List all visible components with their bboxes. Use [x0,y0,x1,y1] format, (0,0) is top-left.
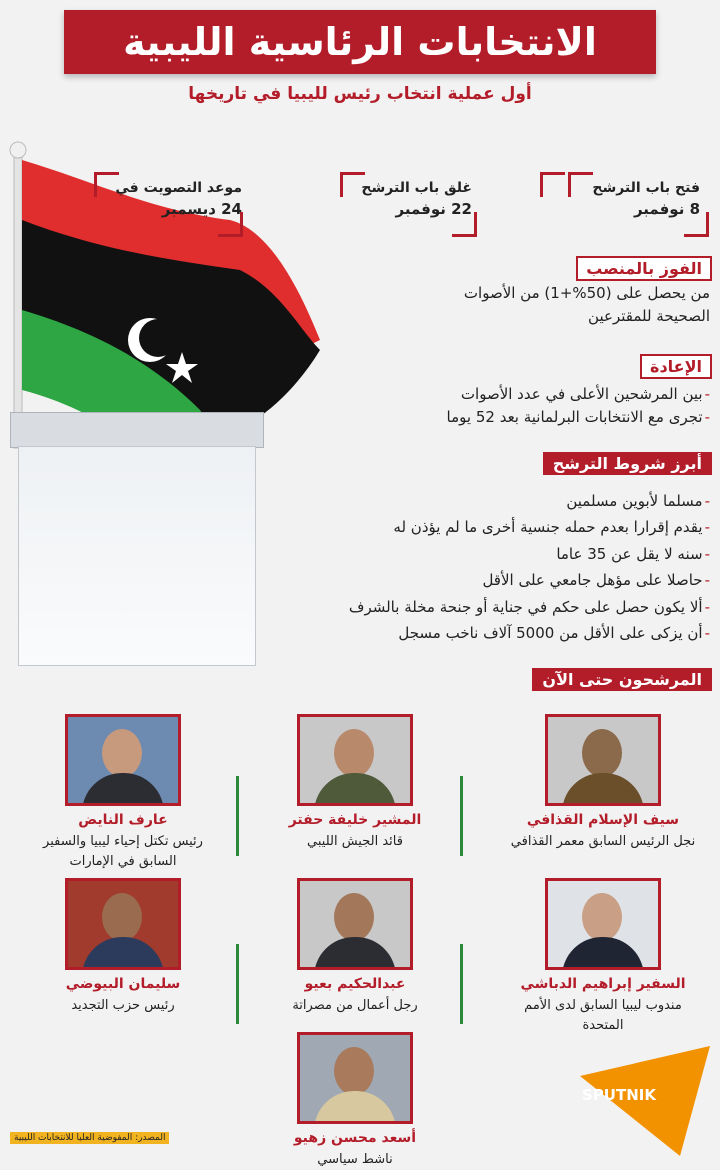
date-value: 24 ديسمبر [161,200,242,218]
list-item: - تجرى مع الانتخابات البرلمانية بعد 52 يوما [250,406,710,429]
corner-decoration [568,172,593,197]
candidate-name: عبدالحكيم بعيو [304,976,406,992]
candidate-photo [65,878,181,970]
candidate-desc: رئيس تكتل إحياء ليبيا والسفير السابق في الإمارات [43,834,203,869]
candidate-photo [65,714,181,806]
date-value: 22 نوفمبر [395,200,472,218]
rerun-list [250,383,710,430]
candidate-card [28,714,218,871]
page-subtitle: أول عملية انتخاب رئيس لليبيا في تاريخها [188,84,532,104]
candidate-desc: مندوب ليبيا السابق لدى الأمم المتحدة [524,998,682,1033]
list-item: - حاصلا على مؤهل جامعي على الأقل [240,567,710,593]
source-note: المصدر: المفوضية العليا للانتخابات الليبية [10,1132,169,1144]
corner-decoration [684,212,709,237]
candidate-name: المشير خليفة حفتر [288,812,422,828]
corner-decoration [340,172,365,197]
separator [460,776,463,856]
section-heading-candidates: المرشحون حتى الآن [532,668,712,691]
candidate-name: عارف النايض [78,812,168,828]
date-label: فتح باب الترشح [592,180,700,196]
separator [236,776,239,856]
date-value: 8 نوفمبر [633,200,700,218]
list-item: - أن يزكى على الأقل من 5000 آلاف ناخب مسجل [240,620,710,646]
date-label: موعد التصويت في [115,180,242,196]
conditions-list [240,488,710,646]
section-heading-win: الفوز بالمنصب [576,256,712,281]
candidate-card [508,878,698,1035]
candidate-desc: رئيس حزب التجديد [71,998,175,1013]
ballot-box-lid [10,412,264,448]
list-item: - يقدم إقرارا بعدم حمله جنسية أخرى ما لم يؤذن له [240,514,710,540]
corner-decoration [540,172,565,197]
candidate-photo [297,878,413,970]
page-title: الانتخابات الرئاسية الليبية [64,10,656,74]
candidate-photo [545,878,661,970]
list-item: - سنه لا يقل عن 35 عاما [240,541,710,567]
candidate-desc: نجل الرئيس السابق معمر القذافي [510,834,696,849]
sputnik-logo-text: SPUTNIK [582,1086,656,1104]
win-line: الصحيحة للمقترعين [588,307,710,326]
list-item: - ألا يكون حصل على حكم في جناية أو جنحة مخلة بالشرف [240,594,710,620]
section-heading-rerun: الإعادة [640,354,712,379]
candidate-card [508,714,698,852]
separator [460,944,463,1024]
candidate-name: سليمان البيوضي [65,976,181,992]
candidate-name: سيف الإسلام القذافي [526,812,680,828]
corner-decoration [94,172,119,197]
section-heading-conditions: أبرز شروط الترشح [543,452,712,475]
candidate-desc: رجل أعمال من مصراتة [292,998,418,1013]
candidate-card [260,878,450,1016]
win-line: من يحصل على (50%+1) من الأصوات [463,284,710,302]
list-item: - بين المرشحين الأعلى في عدد الأصوات [250,383,710,406]
candidate-card [260,714,450,852]
corner-decoration [452,212,477,237]
candidate-name: السفير إبراهيم الدباشي [520,976,686,992]
candidate-photo [545,714,661,806]
candidate-desc: قائد الجيش الليبي [307,834,403,849]
candidate-photo [297,1032,413,1124]
corner-decoration [218,212,243,237]
list-item: - مسلما لأبوين مسلمين [240,488,710,514]
candidate-card [28,878,218,1016]
ballot-box [18,446,256,666]
date-label: غلق باب الترشح [361,180,472,196]
candidate-desc: ناشط سياسي [317,1152,393,1167]
separator [236,944,239,1024]
candidate-name: أسعد محسن زهيو [293,1130,417,1146]
win-text [250,282,710,329]
candidate-card [260,1032,450,1170]
candidate-photo [297,714,413,806]
